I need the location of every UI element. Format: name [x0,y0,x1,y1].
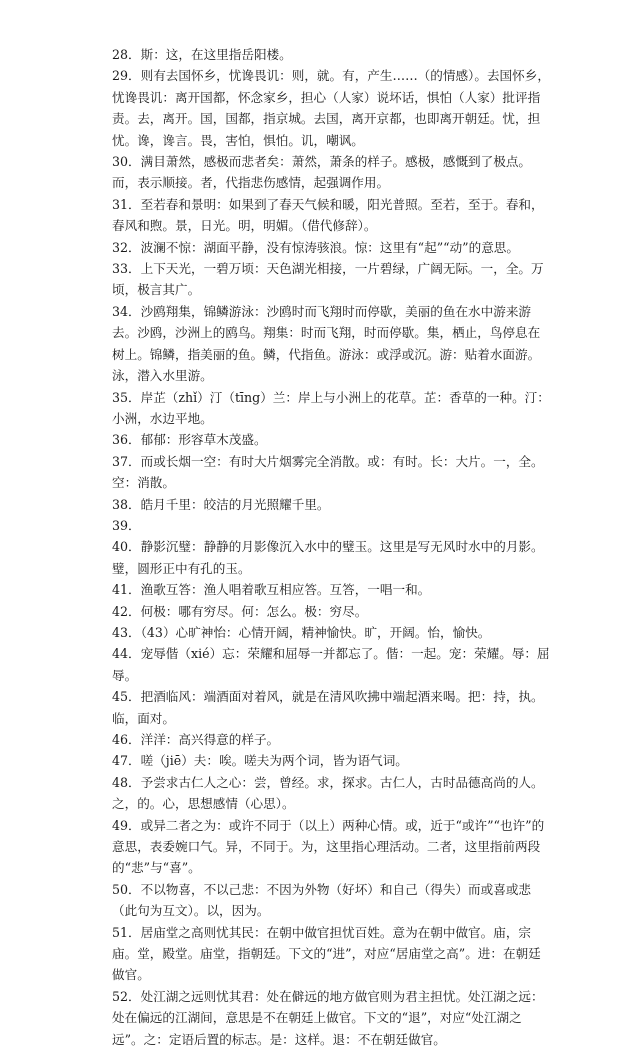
note-28: 28．斯：这，在这里指岳阳楼。 [112,47,292,62]
note-38: 38．皓月千里：皎洁的月光照耀千里。 [112,496,330,512]
note-45: 45．把酒临风：端酒面对着风，就是在清风吹拂中端起酒来喝。把：持，执。临，面对。 [112,689,544,726]
note-30: 30．满目萧然，感极而悲者矣：萧然，萧条的样子。感极，感慨到了极点。而，表示顺接。者，代指悲伤感情，起强调作用。 [112,154,532,191]
note-36: 36．郁郁：形容草木茂盛。 [112,432,267,448]
note-51: 51．居庙堂之高则忧其民：在朝中做官担忧百姓。意为在朝中做官。庙，宗庙。堂，殿堂。庙堂，指朝廷。下文的“进”，对应“居庙堂之高”。进：在朝廷做官。 [112,924,541,983]
note-52: 52．处江湖之远则忧其君：处在僻远的地方做官则为君主担忧。处江湖之远：处在偏远的江湖间，意思是不在朝廷上做官。下文的“退”，对应“处江湖之远”。之：定语后置的标志。是：这样。退：不在朝廷做官。 [112,988,544,1047]
note-43: 43．（43）心旷神怡：心情开阔，精神愉快。旷，开阔。怡，愉快。 [112,624,491,640]
note-35: 35．岸芷（zhǐ）汀（tīng）兰：岸上与小洲上的花草。芷：香草的一种。汀：小洲，水边平地。 [112,389,550,426]
note-46: 46．洋洋：高兴得意的样子。 [112,732,280,747]
note-49: 49．或异二者之为：或许不同于（以上）两种心情。或，近于“或许”“也许”的意思，表委婉口气。异，不同于。为，这里指心理活动。二者，这里指前两段的“悲”与“喜”。 [112,817,545,876]
note-40: 40．静影沉璧：静静的月影像沉入水中的璧玉。这里是写无风时水中的月影。璧，圆形正中有孔的玉。 [112,539,544,576]
note-42: 42．何极：哪有穷尽。何：怎么。极：穷尽。 [112,603,368,619]
note-32: 32．波澜不惊：湖面平静，没有惊涛骇浪。惊：这里有“起”“动”的意思。 [112,239,519,255]
note-34: 34．沙鸥翔集，锦鳞游泳：沙鸥时而飞翔时而停歇，美丽的鱼在水中游来游去。沙鸥，沙洲上的鸥鸟。翔集：时而飞翔，时而停歇。集，栖止，鸟停息在树上。锦鳞，指美丽的鱼。鳞，代指鱼。游泳：或浮或沉。游：贴着水面游。泳，潜入水里游。 [112,303,541,384]
note-37: 37．而或长烟一空：有时大片烟雾完全消散。或：有时。长：大片。一，全。空：消散。 [112,453,544,491]
note-44: 44．宠辱偕（xié）忘：荣耀和屈辱一并都忘了。偕：一起。宠：荣耀。辱：屈辱。 [112,646,550,683]
note-29: 29．则有去国怀乡，忧谗畏讥：则，就。有，产生……（的情感）。去国怀乡，忧谗畏讥：离开国都，怀念家乡，担心（人家）说坏话，惧怕（人家）批评指责。去，离开。国，国都，指京城。去国，离开京都，也即离开朝廷。忧，担忧。谗，谗言。畏，害怕，惧怕。讥，嘲讽。 [112,68,550,148]
note-41: 41．渔歌互答：渔人唱着歌互相应答。互答，一唱一和。 [112,582,431,598]
note-31: 31．至若春和景明：如果到了春天气候和暖，阳光普照。至若，至于。春和，春风和煦。景，日光。明，明媚。（借代修辞）。 [112,196,544,234]
note-39: 39． [112,517,141,533]
note-33: 33．上下天光，一碧万顷：天色湖光相接，一片碧绿，广阔无际。一，全。万顷，极言其广。 [112,261,544,298]
note-47: 47．嗟（jiē）夫：唉。嗟夫为两个词，皆为语气词。 [112,753,408,769]
note-50: 50．不以物喜，不以己悲：不因为外物（好坏）和自己（得失）而或喜或悲（此句为互文）。以，因为。 [112,881,532,919]
note-48: 48．予尝求古仁人之心：尝，曾经。求，探求。古仁人，古时品德高尚的人。之，的。心，思想感情（心思）。 [112,774,544,812]
